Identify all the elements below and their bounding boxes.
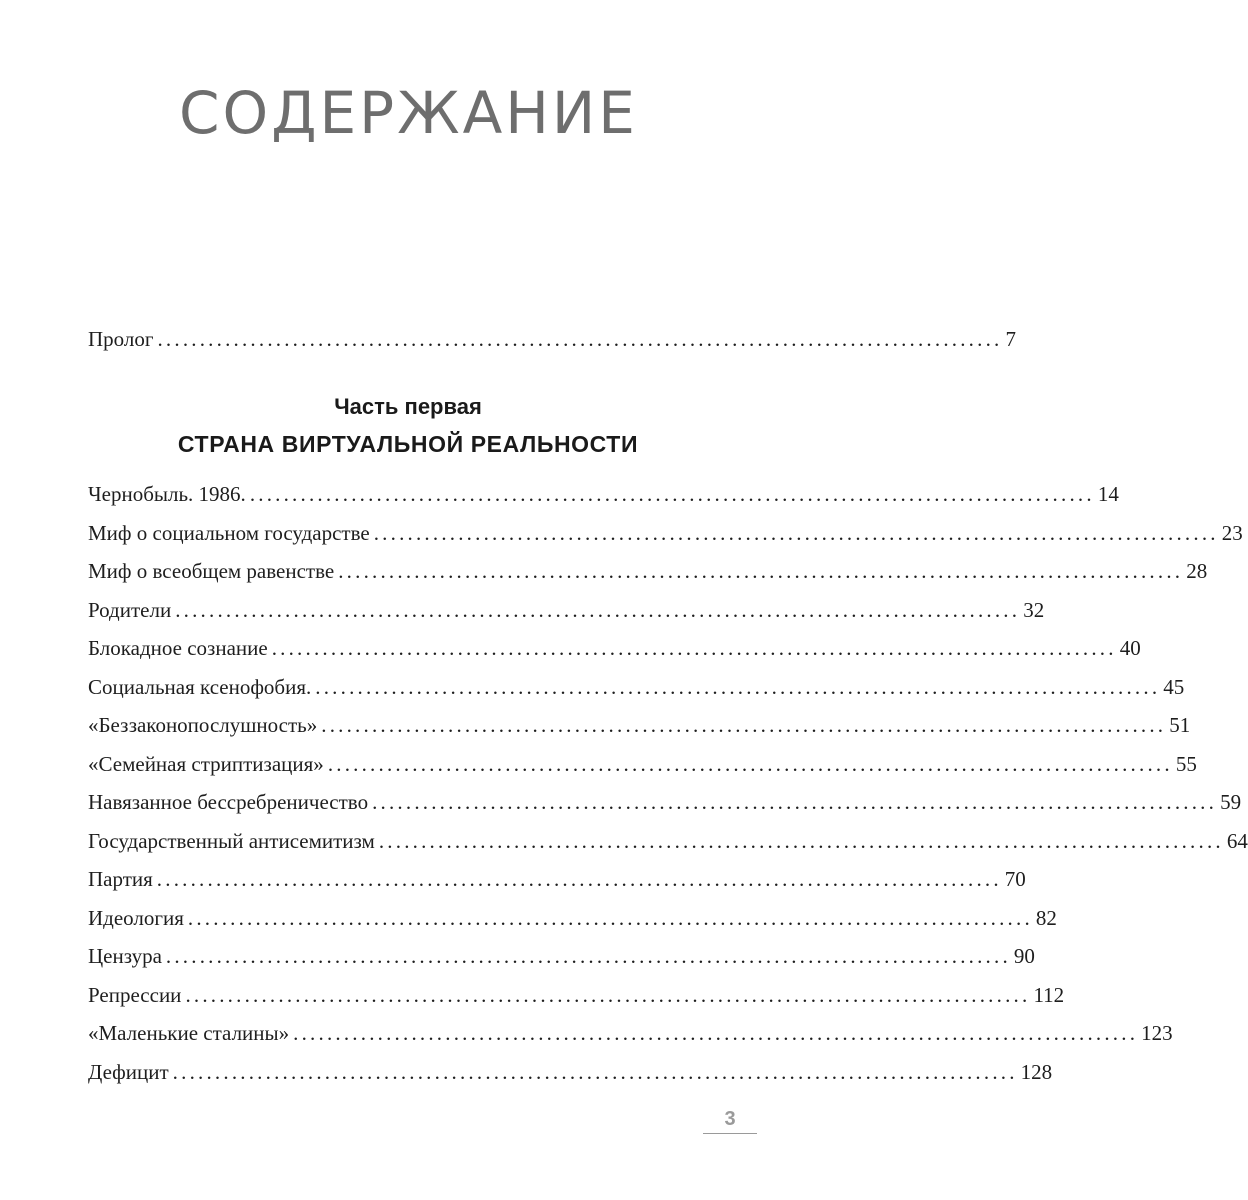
toc-entry[interactable] <box>88 865 1026 893</box>
toc-entry-page: 90 <box>1013 944 1035 968</box>
toc-entry-title: Идеология <box>88 905 184 930</box>
page-number: 3 <box>724 1108 736 1130</box>
dot-leader: .................................................................................................... <box>321 713 1167 737</box>
toc-entry-page: 55 <box>1175 751 1197 776</box>
dot-leader: .................................................................................................... <box>156 867 1002 891</box>
toc-entry-title: Пролог <box>88 327 154 351</box>
toc-entry-page: 128 <box>1020 1059 1053 1084</box>
toc-entry-page: 112 <box>1033 982 1065 1007</box>
dot-leader: .................................................................................................... <box>249 482 1095 506</box>
dot-leader: .................................................................................................... <box>165 944 1011 968</box>
toc-entry-page: 82 <box>1035 905 1057 930</box>
toc-entry[interactable] <box>88 981 1065 1009</box>
toc-entry-page: 70 <box>1004 867 1026 891</box>
toc-entry[interactable] <box>88 519 1243 547</box>
toc-entry-page: 51 <box>1169 713 1191 737</box>
dot-leader: .................................................................................................... <box>373 520 1219 545</box>
toc-entry[interactable] <box>88 557 1208 585</box>
toc-entry[interactable] <box>88 788 1242 816</box>
toc-entry-page: 59 <box>1220 790 1242 814</box>
toc-entry[interactable] <box>88 904 1057 932</box>
toc-entry-page: 40 <box>1119 636 1141 660</box>
toc-entry-page: 45 <box>1163 674 1185 699</box>
dot-leader: .................................................................................................... <box>327 751 1173 776</box>
toc-entry-page: 123 <box>1141 1021 1173 1045</box>
toc-entry-page: 7 <box>1005 327 1016 351</box>
toc-entry-title: Навязанное бессребреничество <box>88 790 369 814</box>
toc-entry-page: 64 <box>1226 828 1248 853</box>
toc-entry-title: Дефицит <box>88 1059 169 1084</box>
dot-leader: .................................................................................................... <box>338 559 1184 583</box>
dot-leader: .................................................................................................... <box>372 790 1218 814</box>
toc-entry-title: Репрессии <box>88 982 182 1007</box>
toc-entry-title: «Маленькие сталины» <box>88 1021 290 1045</box>
dot-leader: .................................................................................................... <box>172 1059 1018 1084</box>
toc-entry-page: 32 <box>1023 597 1045 622</box>
toc-entry-title: Цензура <box>88 944 162 968</box>
part-label: Часть первая <box>334 394 482 419</box>
toc-entry-title: Родители <box>88 597 172 622</box>
toc-entry-title: «Беззаконопослушность» <box>88 713 318 737</box>
toc-entry-page: 28 <box>1186 559 1208 583</box>
toc-entry[interactable] <box>88 942 1035 970</box>
dot-leader: .................................................................................................... <box>175 597 1021 622</box>
toc-entry[interactable] <box>88 673 1185 701</box>
toc-entry[interactable] <box>88 480 1119 508</box>
toc-entry-title: Миф о всеобщем равенстве <box>88 559 335 583</box>
toc-entry[interactable] <box>88 634 1141 662</box>
toc-entry-title: Блокадное сознание <box>88 636 268 660</box>
toc-entry[interactable] <box>88 750 1197 778</box>
page-title: СОДЕРЖАНИЕ <box>179 79 638 147</box>
toc-entry-prolog[interactable] <box>88 325 1016 353</box>
toc-entry-title: Миф о социальном государстве <box>88 520 370 545</box>
toc-entry[interactable] <box>88 827 1248 855</box>
dot-leader: .................................................................................................... <box>187 905 1033 930</box>
dot-leader: .................................................................................................... <box>293 1021 1139 1045</box>
dot-leader: .................................................................................................... <box>271 636 1117 660</box>
dot-leader: .................................................................................................... <box>315 674 1161 699</box>
toc-entry-title: Чернобыль. 1986. <box>88 482 246 506</box>
part-title: СТРАНА ВИРТУАЛЬНОЙ РЕАЛЬНОСТИ <box>177 431 639 457</box>
toc-entry[interactable] <box>88 711 1191 739</box>
toc-entry-page: 14 <box>1097 482 1119 506</box>
toc-entry[interactable] <box>88 1019 1173 1047</box>
toc-entry-page: 23 <box>1221 520 1243 545</box>
dot-leader: .................................................................................................... <box>378 828 1224 853</box>
toc-entry-title: Социальная ксенофобия. <box>88 674 312 699</box>
toc-entry[interactable] <box>88 1058 1053 1086</box>
toc-entry-title: Государственный антисемитизм <box>88 828 375 853</box>
dot-leader: .................................................................................................... <box>185 982 1031 1007</box>
toc-entry[interactable] <box>88 596 1045 624</box>
toc-entry-title: «Семейная стриптизация» <box>88 751 324 776</box>
dot-leader: .................................................................................................... <box>157 327 1003 351</box>
toc-entry-title: Партия <box>88 867 153 891</box>
page-number-rule <box>703 1133 757 1134</box>
